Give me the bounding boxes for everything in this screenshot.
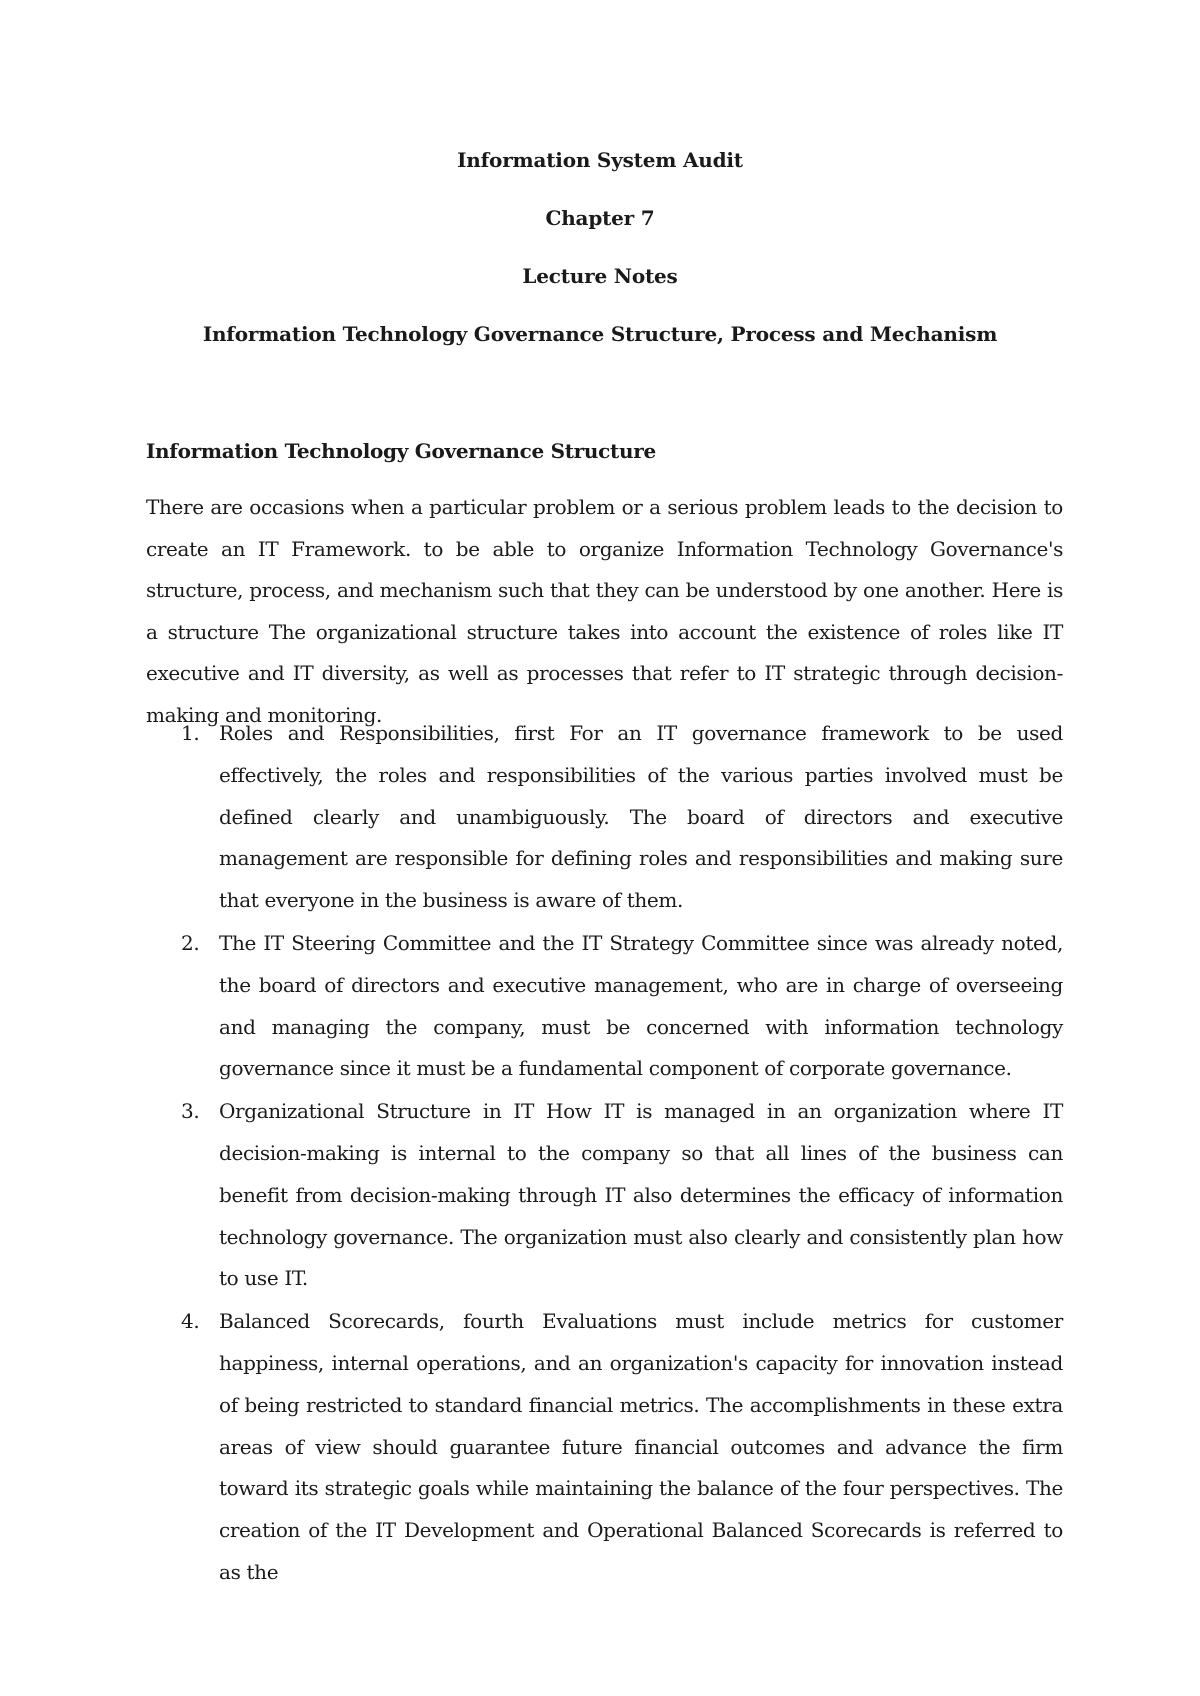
list-item-number: 2. xyxy=(181,930,200,955)
intro-paragraph: There are occasions when a particular problem or a serious problem leads to the decision to create an IT Framework. to be able to organize Information Technology Governance's structure, process, and mechanism such that they can be understood by one another. Here is a structure The organizational structure takes into account the existence of roles like IT executive and IT diversity, as well as processes that refer to IT strategic through decision-making and monitoring. xyxy=(146,495,1063,727)
list-item-number: 3. xyxy=(181,1099,200,1124)
list-item-text: Balanced Scorecards, fourth Evaluations must include metrics for customer happiness, internal operations, and an organization's capacity for innovation instead of being restricted to standard financial metrics. The accomplishments in these extra areas of view should guarantee future financial outcomes and advance the firm toward its strategic goals while maintaining the balance of the four perspectives. The creation of the IT Development and Operational Balanced Scorecards is referred to as the xyxy=(219,1309,1063,1584)
course-title: Information System Audit xyxy=(457,148,743,172)
list-item-text: Roles and Responsibilities, first For an IT governance framework to be used effectively, the roles and responsibilities of the various parties involved must be defined clearly and unambiguously. The board of directors and executive management are responsible for defining roles and responsibilities and making sure that everyone in the business is aware of them. xyxy=(219,721,1063,913)
list-item-text: Organizational Structure in IT How IT is managed in an organization where IT decision-making is internal to the company so that all lines of the business can benefit from decision-making through IT also determines the efficacy of information technology governance. The organization must also clearly and consistently plan how to use IT. xyxy=(219,1099,1063,1291)
topic-title: Information Technology Governance Structure, Process and Mechanism xyxy=(202,322,998,346)
section-heading: Information Technology Governance Structure xyxy=(146,439,656,463)
list-item xyxy=(146,1091,1063,1300)
chapter-label: Chapter 7 xyxy=(545,206,655,230)
doc-type-label: Lecture Notes xyxy=(522,264,678,288)
list-item-text: The IT Steering Committee and the IT Strategy Committee since was already noted, the board of directors and executive management, who are in charge of overseeing and managing the company, must be concerned with information technology governance since it must be a fundamental component of corporate governance. xyxy=(219,930,1063,1081)
numbered-list xyxy=(146,713,1063,1595)
list-item-number: 4. xyxy=(181,1309,200,1334)
list-item xyxy=(146,1301,1063,1594)
list-item xyxy=(146,713,1063,922)
list-item xyxy=(146,923,1063,1090)
list-item-number: 1. xyxy=(181,721,200,745)
